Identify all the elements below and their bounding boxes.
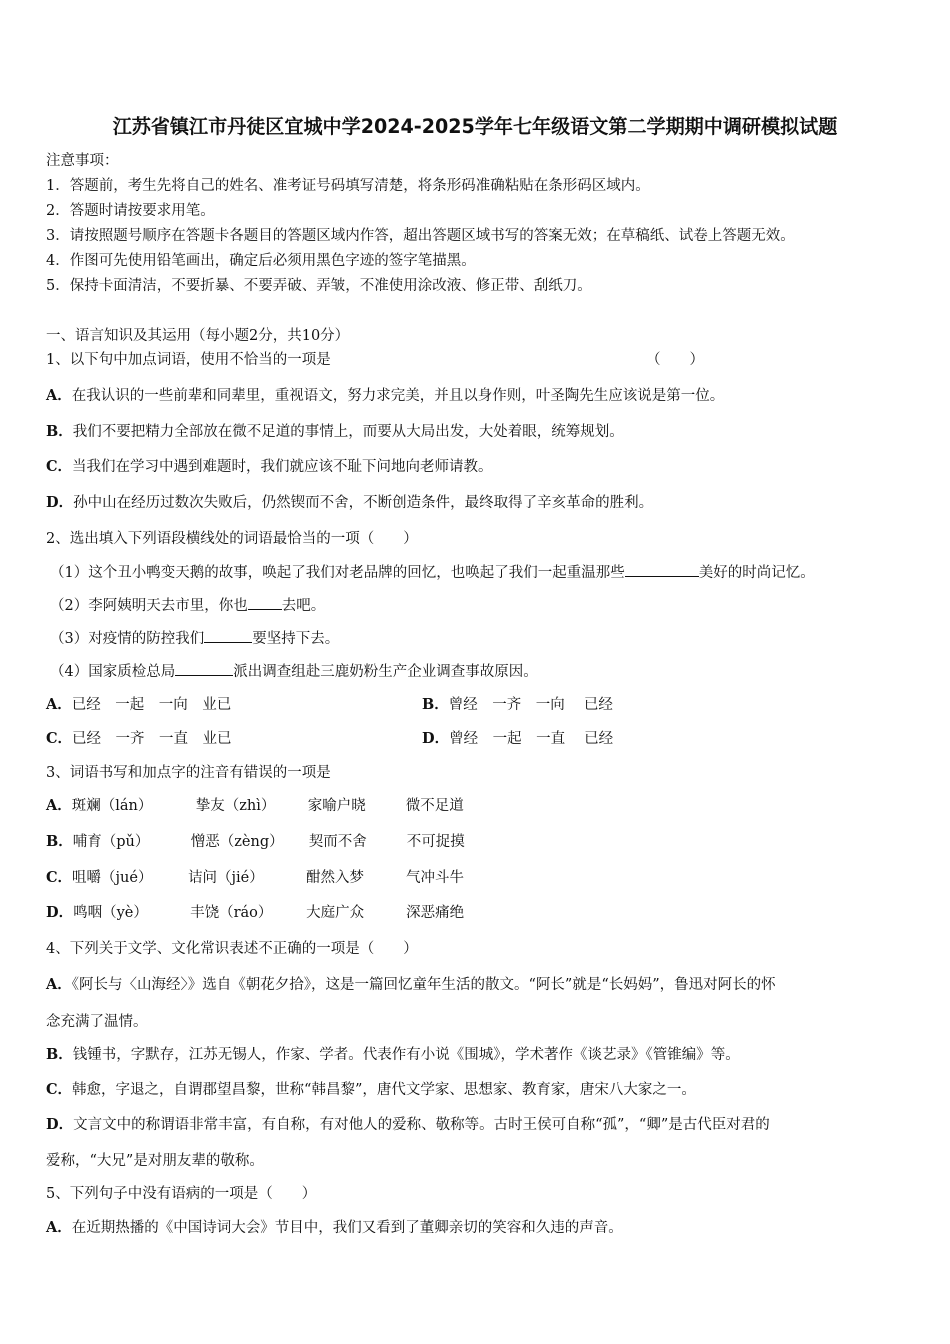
word: 深恶痛绝 [406,905,465,921]
q2-item-text: （3）对疫情的防控我们 [50,631,205,647]
q2-options-row-2 [46,729,646,749]
note-item-5: 5．保持卡面清洁，不要折暴、不要弄破、弄皱，不准使用涂改液、修正带、刮纸刀。 [46,278,592,294]
option-label: D． [422,730,450,747]
option-label: C． [46,869,73,886]
q5-stem: 5、下列句子中没有语病的一项是（ ） [46,1186,317,1202]
q1-option-b [46,422,624,442]
option-text: 当我们在学习中遇到难题时，我们就应该不耻下问地向老师请教。 [72,459,493,475]
q1-stem-text: 1、以下句中加点词语，使用不恰当的一项是 [46,352,331,368]
word: 斑斓（lán） [71,798,153,814]
q4-stem: 4、下列关于文学、文化常识表述不正确的一项是（ ） [46,941,418,957]
note-item-3: 3．请按照题号顺序在答题卡各题目的答题区域内作答，超出答题区域书写的答案无效；在草稿纸、试卷上答题无效。 [46,228,795,244]
q3-option-d [46,903,464,923]
q4-option-d [46,1115,770,1135]
option-label: A． [46,976,72,993]
option-text: 曾经 一起 一直 已经 [449,731,614,747]
option-label: B． [46,1046,73,1063]
word: 咀嚼（jué） [72,870,153,886]
option-text: 曾经 一齐 一向 已经 [448,697,613,713]
q3-option-c [46,868,464,888]
q2-option-d [422,729,613,749]
option-text: 《阿长与〈山海经〉》选自《朝花夕拾》，这是一篇回忆童年生活的散文。“阿长”就是“长妈妈”，鲁迅对阿长的怀 [71,977,776,993]
option-text: 文言文中的称谓语非常丰富，有自称，有对他人的爱称、敬称等。古时王侯可自称“孤”，“卿”是古代臣对君的 [73,1117,770,1133]
q2-item-3 [50,628,339,649]
option-label: B． [46,833,73,850]
q2-item-text: （2）李阿姨明天去市里，你也 [50,598,248,614]
option-text: 已经 一起 一向 业已 [71,697,232,713]
option-text: 韩愈，字退之，自谓郡望昌黎，世称“韩昌黎”，唐代文学家、思想家、教育家，唐宋八大家之一。 [72,1082,696,1098]
option-text: 在我认识的一些前辈和同辈里，重视语文，努力求完美，并且以身作则，叶圣陶先生应该说是第一位。 [71,388,725,404]
option-label: D． [46,1116,74,1133]
note-item-2: 2．答题时请按要求用笔。 [46,203,215,219]
option-text: 在近期热播的《中国诗词大会》节目中，我们又看到了董卿亲切的笑容和久违的声音。 [71,1220,623,1236]
option-label: A． [46,1219,72,1236]
fill-blank [204,628,252,643]
q2-stem: 2、选出填入下列语段横线处的词语最恰当的一项（ ） [46,531,418,547]
q2-item-text: （4）国家质检总局 [50,664,176,680]
word: 气冲斗牛 [406,870,465,886]
option-label: A． [46,797,72,814]
word: 诘问（jié） [188,870,264,886]
section-heading: 一、语言知识及其运用（每小题2分，共10分） [46,328,350,344]
q1-option-d [46,493,653,513]
q2-item-text: 派出调查组赴三鹿奶粉生产企业调查事故原因。 [233,664,538,680]
notes-heading: 注意事项： [46,153,119,169]
q1-option-c [46,457,493,477]
q3-option-a [46,796,464,816]
option-label: C． [46,730,73,747]
q1-answer-paren: （ ） [646,352,704,368]
note-item-4: 4．作图可先使用铅笔画出，确定后必须用黑色字迹的签字笔描黑。 [46,253,476,269]
q4-option-b [46,1045,740,1065]
q2-item-text: （1）这个丑小鸭变天鹅的故事，唤起了我们对老品牌的回忆，也唤起了我们一起重温那些 [50,565,625,581]
word: 契而不舍 [308,834,367,850]
note-item-1: 1．答题前，考生先将自己的姓名、准考证号码填写清楚，将条形码准确粘贴在条形码区域内。 [46,178,650,194]
q4-option-a-cont: 念充满了温情。 [46,1014,148,1030]
q2-item-4 [50,661,538,682]
word: 丰饶（ráo） [190,905,273,921]
option-text: 已经 一齐 一直 业已 [72,731,232,747]
q2-item-2 [50,595,325,616]
q2-option-c [46,731,232,747]
option-label: C． [46,458,73,475]
option-label: A． [46,387,72,404]
option-text: 孙中山在经历过数次失败后，仍然锲而不舍，不断创造条件，最终取得了辛亥革命的胜利。 [73,495,654,511]
option-label: B． [46,423,73,440]
option-label: C． [46,1081,73,1098]
fill-blank [175,661,233,676]
q2-option-b [422,695,613,715]
word: 家喻户晓 [307,798,366,814]
page-title: 江苏省镇江市丹徒区宜城中学2024-2025学年七年级语文第二学期期中调研模拟试题 [112,116,838,138]
q2-item-text: 去吧。 [281,598,326,614]
q1-stem [46,350,906,370]
word: 酣然入梦 [306,870,365,886]
word: 鸣咽（yè） [73,905,148,921]
q4-option-a [46,975,776,995]
q3-option-b [46,832,465,852]
q2-item-text: 美好的时尚记忆。 [698,565,815,581]
q5-option-a [46,1218,623,1238]
word: 哺育（pǔ） [72,834,150,850]
q4-option-d-cont: 爱称，“大兄”是对朋友辈的敬称。 [46,1153,264,1169]
q2-item-1 [50,562,815,583]
word: 大庭广众 [306,905,365,921]
word: 憎恶（zèng） [190,834,284,850]
q3-stem: 3、词语书写和加点字的注音有错误的一项是 [46,765,331,781]
word: 不可捉摸 [406,834,465,850]
option-label: D． [46,904,74,921]
option-label: A． [46,696,72,713]
fill-blank [625,562,699,577]
word: 挚友（zhì） [195,798,276,814]
option-label: B． [422,696,449,713]
q2-options-row-1 [46,695,646,715]
q2-option-a [46,697,231,713]
fill-blank [248,595,282,610]
q1-option-a [46,386,724,406]
option-label: D． [46,494,74,511]
q2-item-text: 要坚持下去。 [252,631,340,647]
option-text: 钱锺书，字默存，江苏无锡人，作家、学者。代表作有小说《围城》，学术著作《谈艺录》《管锥编》等。 [72,1047,740,1063]
word: 微不足道 [405,798,464,814]
q4-option-c [46,1080,696,1100]
option-text: 我们不要把精力全部放在微不足道的事情上，而要从大局出发，大处着眼，统筹规划。 [72,424,624,440]
